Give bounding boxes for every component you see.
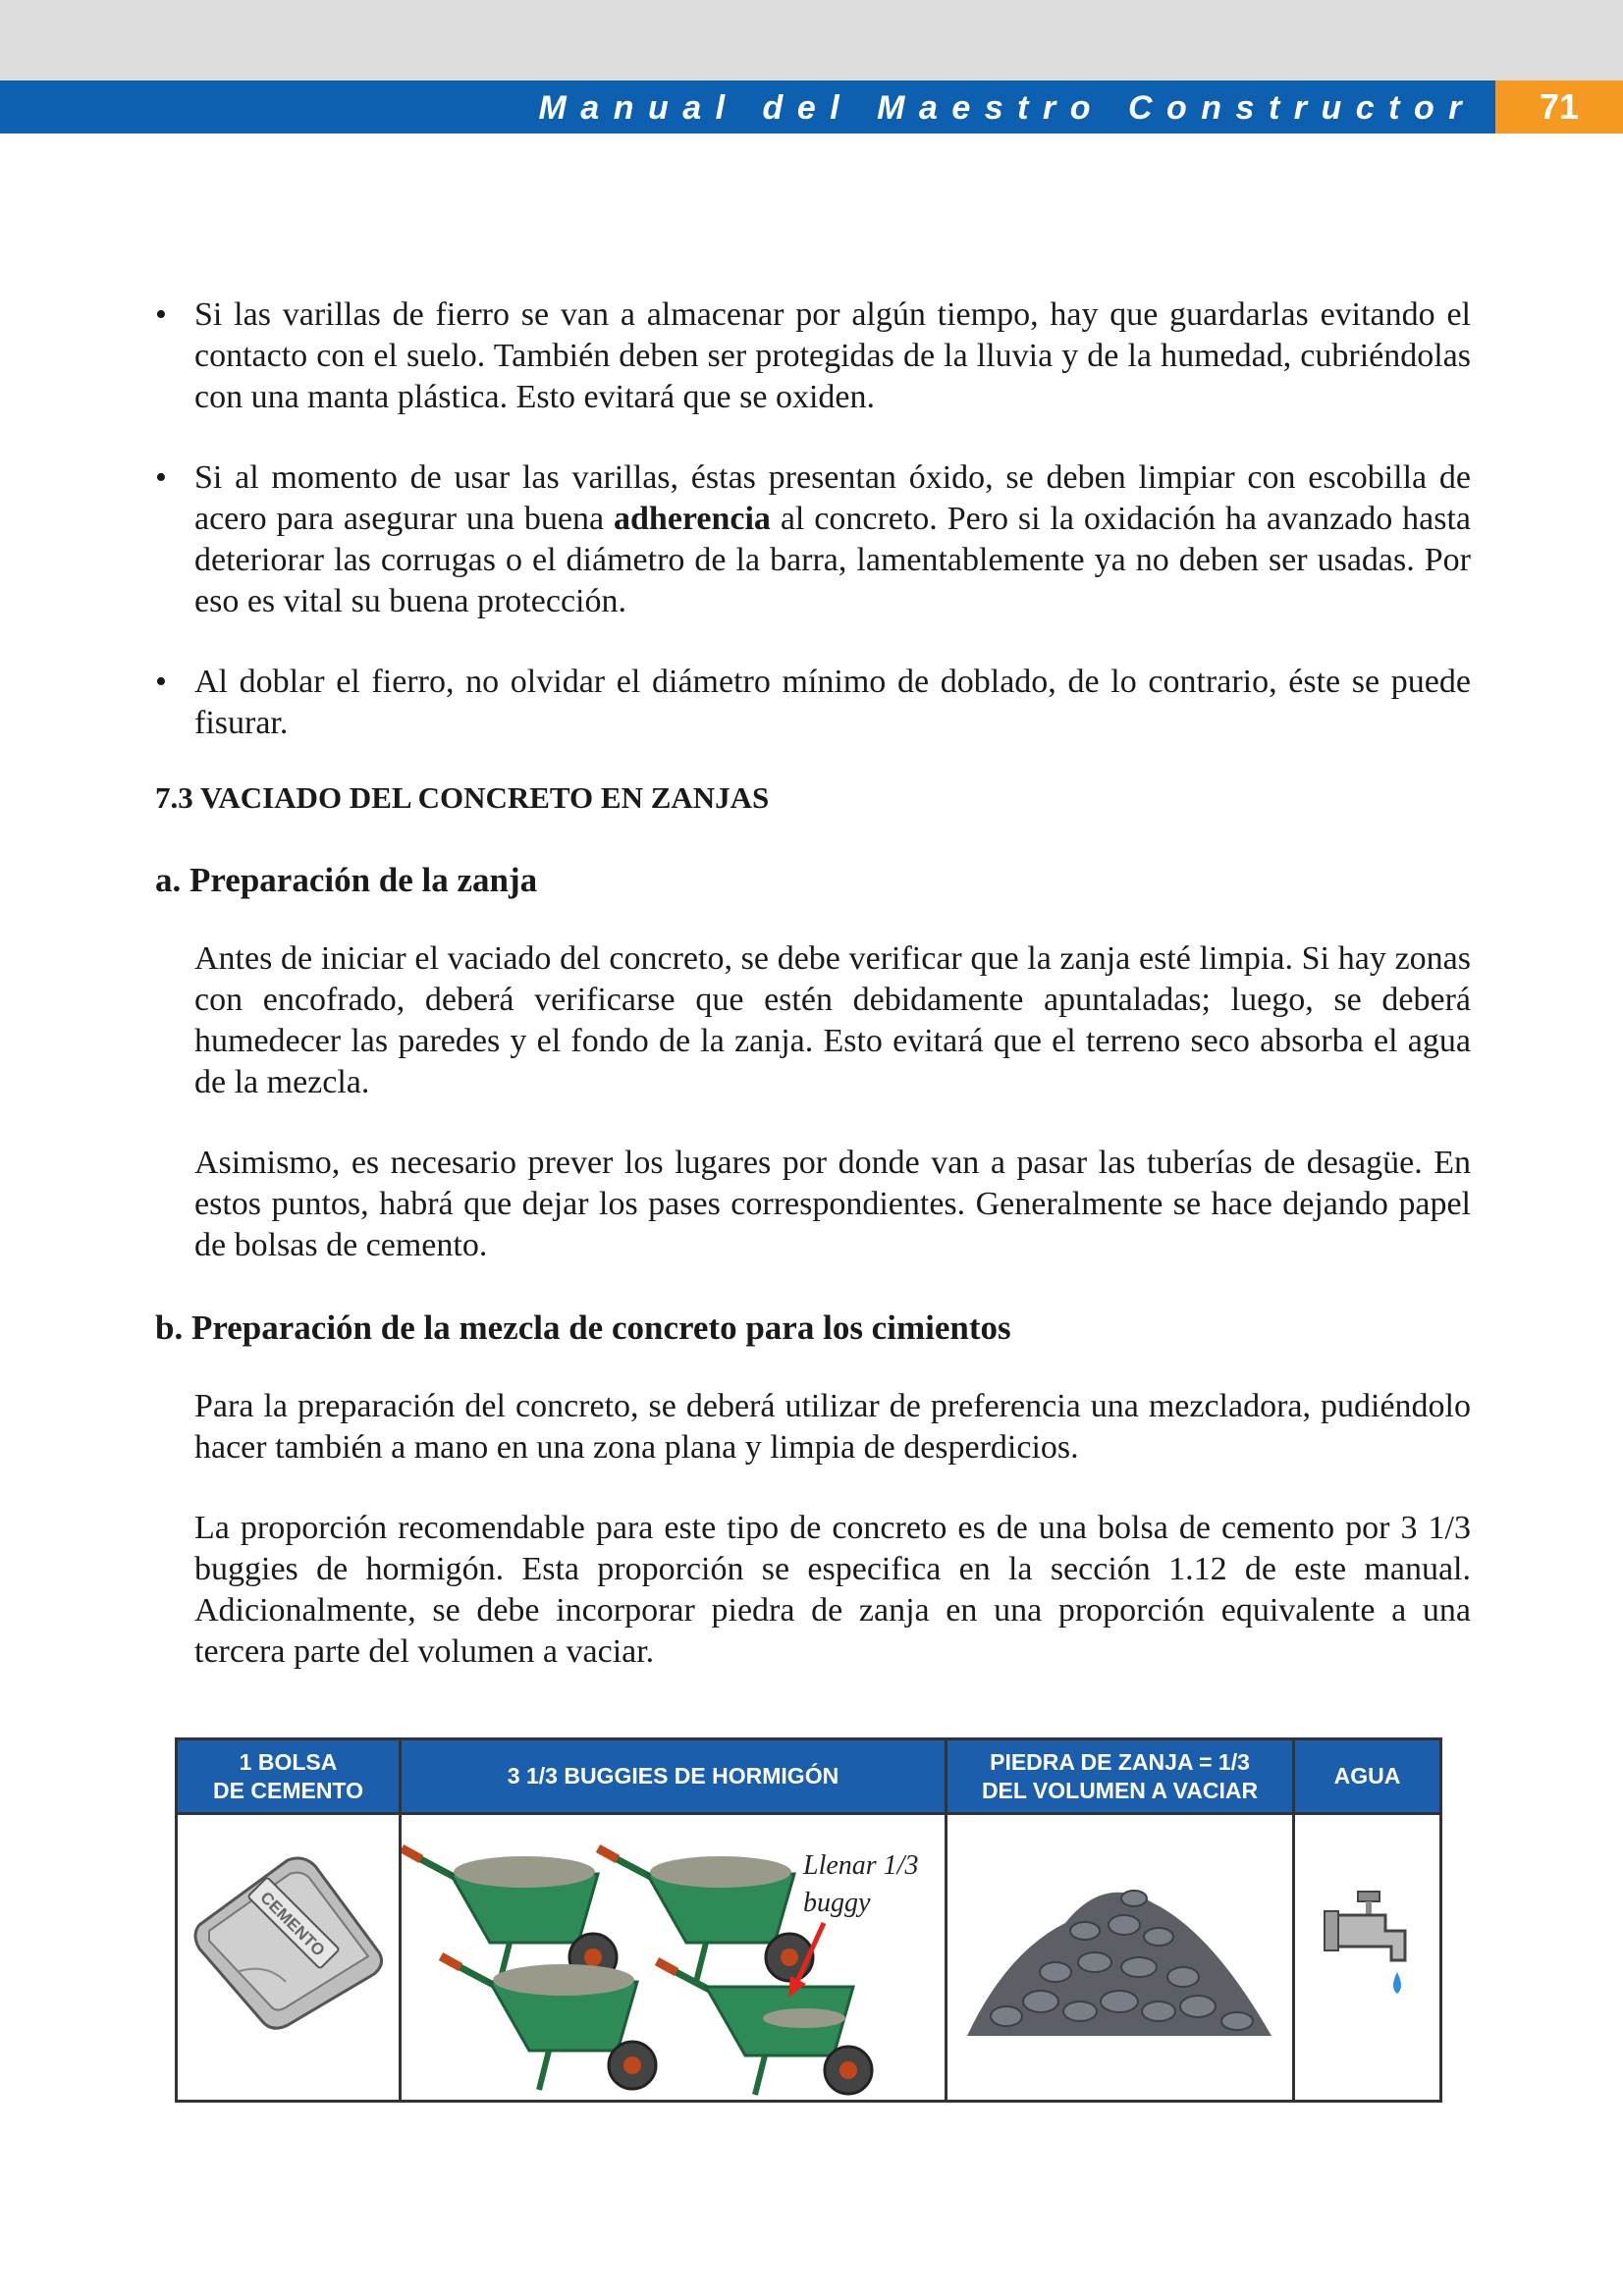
table-header-aggregate: [402, 1740, 945, 1812]
wheelbarrow-icon: [441, 1956, 656, 2090]
top-band: [0, 0, 1623, 80]
header-line: 3 1/3 BUGGIES DE HORMIGÓN: [507, 1763, 839, 1789]
bullet-bold-term: adherencia: [614, 501, 771, 537]
cement-bag-icon: [178, 1815, 399, 2100]
bullet-item: [155, 457, 1471, 622]
water-faucet-icon: [1295, 1815, 1439, 2100]
bullet-text: Al doblar el fierro, no olvidar el diámetro mínimo de doblado, de lo contrario, éste se puede fisurar.: [194, 664, 1471, 741]
header-line: DE CEMENTO: [213, 1777, 363, 1803]
bullet-text-start: Si al momento de usar las varillas, éstas presentan óxido, se deben limpiar con escobilla de acero para asegurar una buena: [194, 459, 1471, 537]
wheelbarrow-icon: [598, 1848, 813, 1982]
table-header-water: [1295, 1740, 1439, 1812]
page-body: [155, 294, 1471, 1673]
table-header-stone: [947, 1740, 1292, 1812]
paragraph: La proporción recomendable para este tipo de concreto es de una bolsa de cemento por 3 1/3 buggies de hormigón. Esta proporción se especifica en la sección 1.12 de este manual. Adicionalmente, se debe incorporar piedra de zanja en una proporción equivalente a una tercera parte del volumen a vaciar.: [194, 1510, 1471, 1670]
paragraph: Para la preparación del concreto, se deberá utilizar de preferencia una mezcladora, pudiéndolo hacer también a mano en una zona plana y limpia de desperdicios.: [194, 1388, 1471, 1466]
bullet-dot: •: [155, 459, 167, 496]
paragraph: Asimismo, es necesario prever los lugares por donde van a pasar las tuberías de desagüe. En estos puntos, habrá que dejar los pases correspondientes. Generalmente se hace dejando papel de bolsas de cemento.: [194, 1145, 1471, 1263]
stone-pile-icon: [947, 1815, 1292, 2100]
header-line: 1 BOLSA: [239, 1748, 338, 1775]
stone-cell: [947, 1815, 1292, 2100]
cement-bag-label: CEMENTO: [256, 1888, 329, 1960]
header-line: DEL VOLUMEN A VACIAR: [981, 1777, 1259, 1803]
subheading-a: a. Preparación de la zanja: [155, 861, 538, 899]
header-line: AGUA: [1333, 1763, 1401, 1789]
bullet-item: [155, 662, 1471, 744]
bullet-dot: •: [155, 664, 167, 700]
page-number: 71: [1539, 86, 1580, 127]
wheelbarrow-icon: [657, 1961, 872, 2095]
subheading-b: b. Preparación de la mezcla de concreto para los cimientos: [155, 1308, 1011, 1347]
header-line: PIEDRA DE ZANJA = 1/3: [990, 1748, 1250, 1775]
table-header-cement: [178, 1740, 399, 1812]
bullet-text-end: al concreto. Pero si la oxidación ha avanzado hasta deteriorar las corrugas o el diámetro de la barra, lamentablemente ya no deben ser usadas. Por eso es vital su buena protección.: [194, 501, 1471, 619]
bullet-list: [155, 294, 1471, 744]
bullet-text: Si las varillas de fierro se van a almacenar por algún tiempo, hay que guardarlas evitando el contacto con el suelo. También deben ser protegidas de la lluvia y de la humedad, cubriéndolas con una manta plástica. Esto evitará que se oxiden.: [194, 296, 1471, 415]
note-line: buggy: [803, 1888, 871, 1918]
bullet-dot: •: [155, 296, 167, 333]
note-line: Llenar 1/3: [803, 1850, 919, 1881]
cement-cell: [178, 1815, 399, 2100]
section-title: 7.3 VACIADO DEL CONCRETO EN ZANJAS: [155, 780, 770, 815]
bullet-item: [155, 294, 1471, 418]
water-cell: [1295, 1815, 1439, 2100]
paragraph: Antes de iniciar el vaciado del concreto, se debe verificar que la zanja esté limpia. Si hay zonas con encofrado, deberá verificarse que estén debidamente apuntaladas; luego, se deberá humedecer las paredes y el fondo de la zanja. Esto evitará que el terreno seco absorba el agua de la mezcla.: [194, 940, 1471, 1100]
wheelbarrow-icon: [402, 1848, 617, 1982]
wheelbarrow-note: [803, 1847, 918, 1922]
running-header-title: Manual del Maestro Constructor: [538, 89, 1476, 127]
